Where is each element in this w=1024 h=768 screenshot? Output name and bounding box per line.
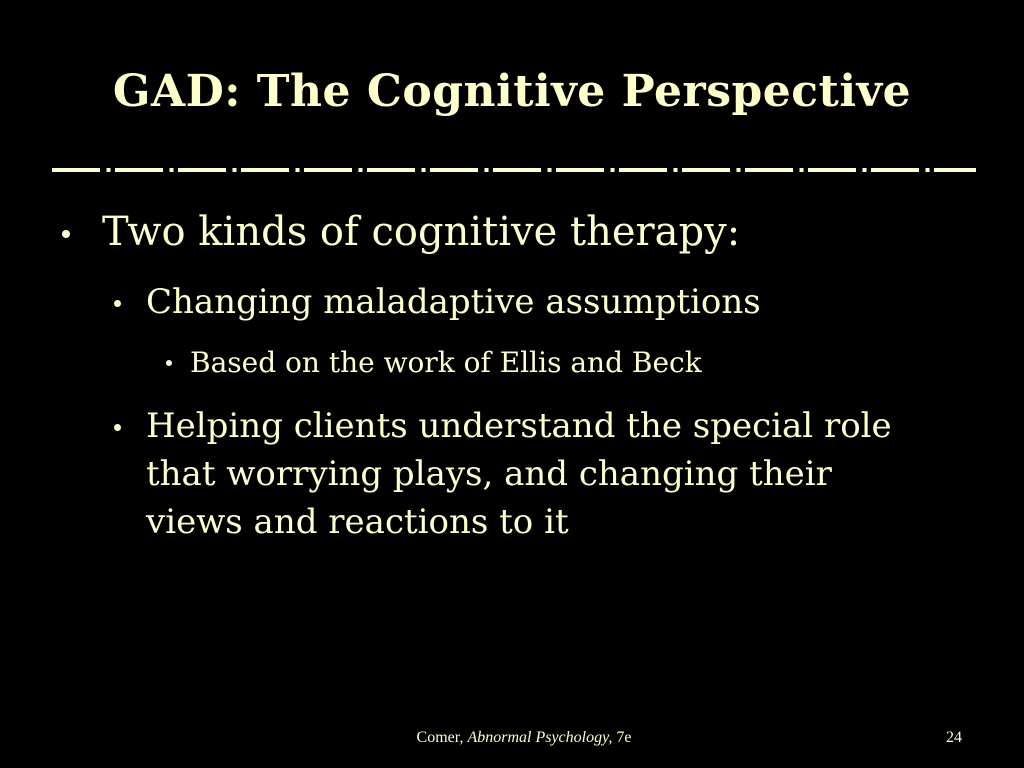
footer-credit xyxy=(0,728,1024,748)
divider-dash xyxy=(493,168,541,172)
divider-dash xyxy=(619,168,667,172)
bullet-level3-ellis-beck xyxy=(166,345,702,381)
bullet-dot xyxy=(114,424,121,431)
divider-dot xyxy=(611,168,615,172)
bullet-text: Changing maladaptive assumptions xyxy=(146,282,761,322)
divider-dot xyxy=(800,168,804,172)
bullet-text: Helping clients understand the special role that worrying plays, and changing their views and reactions to it xyxy=(146,406,892,542)
bullet-text: Based on the work of Ellis and Beck xyxy=(190,346,702,379)
divider-dot xyxy=(863,168,867,172)
divider-dash xyxy=(367,168,415,172)
divider-dash xyxy=(934,168,976,172)
footer-book-title: Abnormal Psychology, xyxy=(467,729,613,746)
divider-dash xyxy=(430,168,478,172)
divider-dash xyxy=(115,168,163,172)
divider-dash xyxy=(556,168,604,172)
divider-dot xyxy=(926,168,930,172)
page-number: 24 xyxy=(946,729,962,746)
divider-dot xyxy=(359,168,363,172)
divider-dash xyxy=(808,168,856,172)
footer-author: Comer, xyxy=(416,729,464,746)
bullet-level2-assumptions xyxy=(114,280,761,324)
divider-dash xyxy=(178,168,226,172)
bullet-dot xyxy=(166,360,172,366)
bullet-text: Two kinds of cognitive therapy: xyxy=(102,209,741,255)
divider-dot xyxy=(296,168,300,172)
divider-dot xyxy=(485,168,489,172)
divider-dash xyxy=(871,168,919,172)
divider-dash xyxy=(745,168,793,172)
slide-title: GAD: The Cognitive Perspective xyxy=(112,66,912,117)
divider-dash xyxy=(241,168,289,172)
bullet-dot xyxy=(62,230,70,238)
divider-dash xyxy=(52,168,100,172)
divider-dot xyxy=(548,168,552,172)
divider-dot xyxy=(170,168,174,172)
title-divider xyxy=(52,164,976,176)
divider-dash xyxy=(682,168,730,172)
divider-dot xyxy=(233,168,237,172)
footer-edition: 7e xyxy=(616,729,632,746)
divider-graphic xyxy=(52,164,976,176)
divider-dot xyxy=(107,168,111,172)
bullet-dot xyxy=(114,300,121,307)
divider-dot xyxy=(422,168,426,172)
bullet-level2-worrying xyxy=(114,402,916,546)
divider-dot xyxy=(737,168,741,172)
divider-dot xyxy=(674,168,678,172)
divider-dash xyxy=(304,168,352,172)
bullet-level1 xyxy=(62,206,740,258)
